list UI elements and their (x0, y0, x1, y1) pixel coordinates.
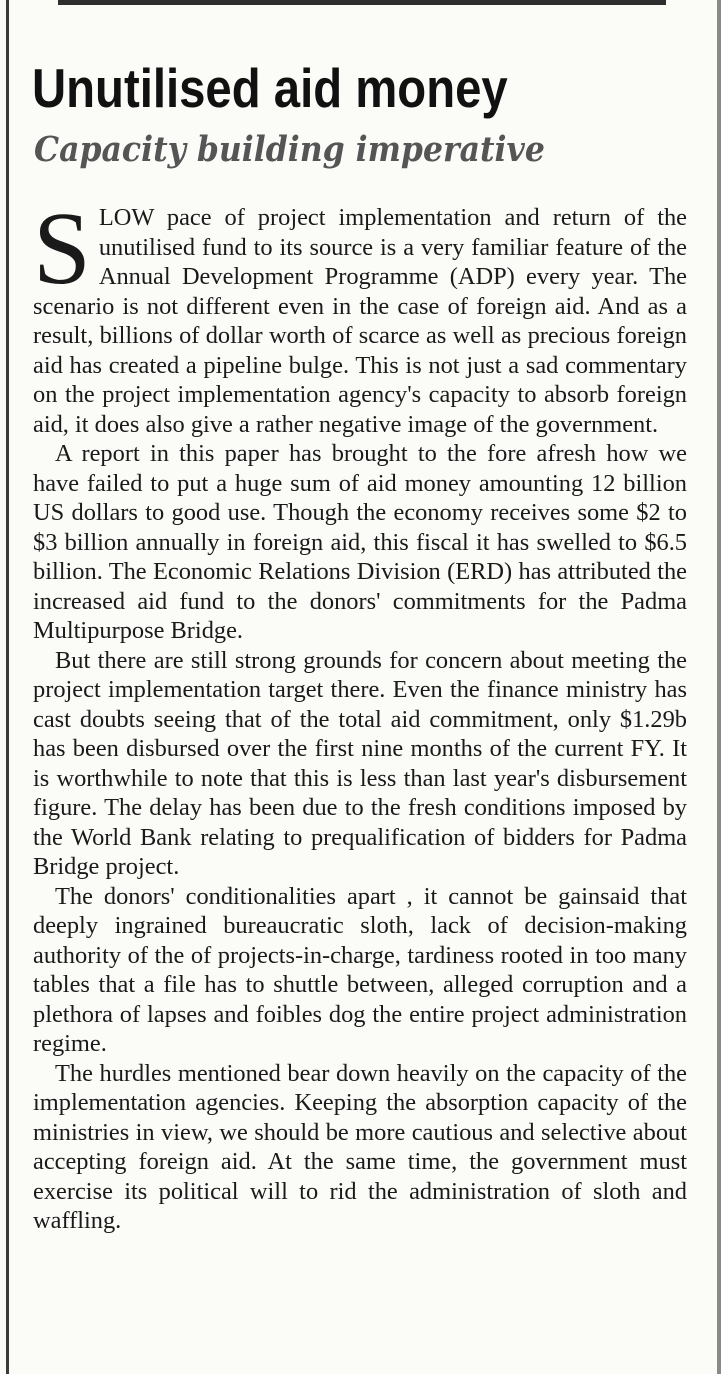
drop-cap: S (33, 191, 91, 306)
article-body (33, 191, 687, 1236)
paragraph-1 (33, 191, 687, 439)
paragraph-1-text: LOW pace of project implementation and return of the unutilised fund to its source is a very familiar feature of the Annual Development Programme (ADP) every year. The scenario is not different even in the case of foreign aid. And as a result, billions of dollar worth of scarce as well as precious foreign aid has created a pipeline bulge. This is not just a sad commentary on the project implementation agency's capacity to absorb foreign aid, it does also give a rather negative image of the government. (33, 204, 687, 438)
paragraph-2: A report in this paper has brought to the fore afresh how we have failed to put a huge sum of aid money amounting 12 billion US dollars to good use. Though the economy receives some $2 to $3 billion annually in foreign aid, this fiscal it has swelled to $6.5 billion. The Economic Relations Division (ERD) has attributed the increased aid fund to the donors' commitments for the Padma Multipurpose Bridge. (33, 440, 687, 644)
top-rule (58, 0, 666, 5)
headline: Unutilised aid money (32, 57, 508, 119)
left-column-rule (6, 0, 9, 1374)
subheadline: Capacity building imperative (34, 129, 545, 170)
paragraph-3: But there are still strong grounds for concern about meeting the project implementation target there. Even the finance ministry has cast doubts seeing that of the total aid commitment, only $1.29b has been disbursed over the first nine months of the current FY. It is worthwhile to note that this is less than last year's disbursement figure. The delay has been due to the fresh conditions imposed by the World Bank relating to prequalification of bidders for Padma Bridge project. (33, 646, 687, 880)
paragraph-4: The donors' conditionalities apart , it cannot be gainsaid that deeply ingrained bureaucratic sloth, lack of decision-making authority of the of projects-in-charge, tardiness rooted in too many tables that a file has to shuttle between, alleged corruption and a plethora of lapses and foibles dog the entire project administration regime. (33, 882, 687, 1057)
right-edge (717, 0, 721, 1374)
paragraph-5: The hurdles mentioned bear down heavily on the capacity of the implementation agencies. Keeping the absorption capacity of the ministries in view, we should be more cautious and selective about accepting foreign aid. At the same time, the government must exercise its political will to rid the administration of sloth and waffling. (33, 1059, 687, 1234)
